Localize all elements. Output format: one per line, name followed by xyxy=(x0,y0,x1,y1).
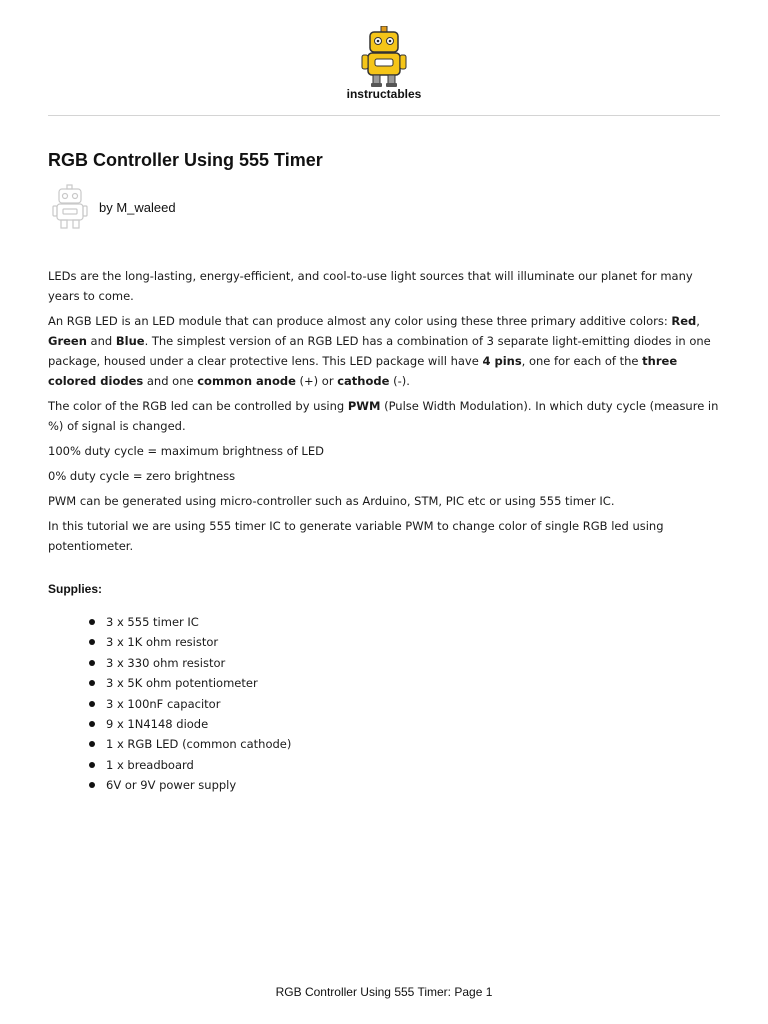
cathode-emphasis: cathode xyxy=(337,374,390,388)
brand-name[interactable]: instructables xyxy=(346,87,422,101)
supply-item: 3 x 555 timer IC xyxy=(88,612,291,632)
text-span: . The simplest version of an RGB LED has a combination of 3 separate light-emitting diodes in one package, housed under a clear protective lens. This LED package will have xyxy=(48,334,711,368)
supply-item: 1 x breadboard xyxy=(88,755,291,775)
supply-item: 1 x RGB LED (common cathode) xyxy=(88,734,291,754)
text-span: An RGB LED is an LED module that can produce almost any color using these three primary additive colors: xyxy=(48,314,672,328)
text-span: , one for each of the xyxy=(521,354,643,368)
supply-item: 3 x 100nF capacitor xyxy=(88,694,291,714)
supplies-heading: Supplies: xyxy=(48,582,103,596)
text-span: (-). xyxy=(389,374,410,388)
intro-text xyxy=(48,266,724,561)
supply-item: 3 x 5K ohm potentiometer xyxy=(88,673,291,693)
blue-emphasis: Blue xyxy=(115,334,145,348)
max-duty-line: 100% duty cycle = maximum brightness of LED xyxy=(48,444,324,458)
intro-paragraph: LEDs are the long-lasting, energy-efficient, and cool-to-use light sources that will illuminate our planet for many years to come. xyxy=(48,269,693,303)
text-span: and one xyxy=(143,374,198,388)
supplies-list xyxy=(88,612,291,796)
text-span: (+) or xyxy=(295,374,338,388)
anode-emphasis: common anode xyxy=(197,374,296,388)
red-emphasis: Red xyxy=(671,314,697,328)
text-span: and xyxy=(86,334,116,348)
text-span: (Pulse Width Modulation). In which duty cycle (measure in %) of signal is changed. xyxy=(48,399,719,433)
text-span: The color of the RGB led can be controlled by using xyxy=(48,399,348,413)
tutorial-paragraph: In this tutorial we are using 555 timer IC to generate variable PWM to change color of single RGB led using potentiometer. xyxy=(48,519,664,553)
pwm-paragraph xyxy=(48,396,724,436)
zero-duty-line: 0% duty cycle = zero brightness xyxy=(48,469,236,483)
supply-item: 9 x 1N4148 diode xyxy=(88,714,291,734)
author-avatar[interactable] xyxy=(52,184,88,230)
page-header xyxy=(0,0,768,116)
green-emphasis: Green xyxy=(48,334,87,348)
text-span: , xyxy=(696,314,700,328)
header-divider xyxy=(48,115,720,116)
supply-item: 6V or 9V power supply xyxy=(88,775,291,795)
author-byline[interactable]: by M_waleed xyxy=(99,200,176,215)
page-title: RGB Controller Using 555 Timer xyxy=(48,150,323,170)
instructables-robot-logo xyxy=(360,26,408,88)
pwm-emphasis: PWM xyxy=(347,399,381,413)
rgb-led-paragraph xyxy=(48,311,724,391)
supply-item: 3 x 1K ohm resistor xyxy=(88,632,291,652)
page-footer: RGB Controller Using 555 Timer: Page 1 xyxy=(275,985,493,999)
pins-emphasis: 4 pins xyxy=(482,354,522,368)
diodes-emphasis: three colored diodes xyxy=(48,354,678,388)
pwm-sources-paragraph: PWM can be generated using micro-controller such as Arduino, STM, PIC etc or using 555 timer IC. xyxy=(48,494,615,508)
supply-item: 3 x 330 ohm resistor xyxy=(88,653,291,673)
